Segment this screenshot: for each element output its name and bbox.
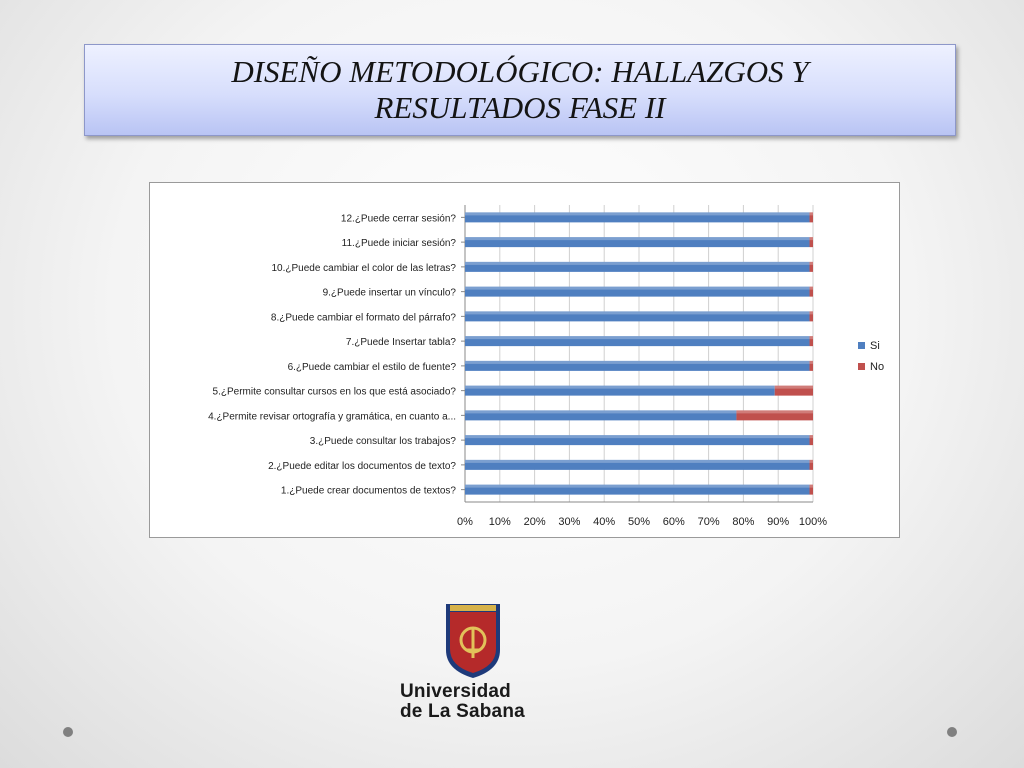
- bar-chart: [150, 183, 899, 537]
- bar-highlight: [810, 212, 813, 215]
- category-label: 3.¿Puede consultar los trabajos?: [309, 436, 456, 448]
- bar-highlight: [810, 485, 813, 488]
- university-logo: [390, 600, 560, 730]
- category-label: 7.¿Puede Insertar tabla?: [345, 337, 456, 349]
- bar-highlight: [810, 336, 813, 339]
- x-tick-label: 100%: [798, 516, 828, 528]
- bar-highlight: [810, 287, 813, 290]
- prev-slide-dot[interactable]: [63, 727, 73, 737]
- legend-swatch: [858, 363, 865, 370]
- bar-highlight: [810, 460, 813, 463]
- x-tick-label: 70%: [697, 516, 720, 528]
- x-tick-label: 0%: [457, 516, 473, 528]
- bar-highlight: [465, 212, 810, 215]
- category-label: 9.¿Puede insertar un vínculo?: [322, 287, 456, 299]
- x-tick-label: 80%: [732, 516, 755, 528]
- bar-highlight: [465, 361, 810, 364]
- bar-highlight: [775, 386, 813, 389]
- bar-highlight: [465, 287, 810, 290]
- bar-highlight: [810, 237, 813, 240]
- legend-label: No: [870, 361, 885, 373]
- x-tick-label: 10%: [488, 516, 511, 528]
- logo-line-1: Universidad: [400, 681, 511, 702]
- category-label: 4.¿Permite revisar ortografía y gramática, en cuanto a...: [208, 411, 456, 423]
- bar-highlight: [810, 435, 813, 438]
- bar-highlight: [465, 435, 810, 438]
- x-tick-label: 90%: [767, 516, 790, 528]
- x-tick-label: 50%: [627, 516, 651, 528]
- slide-title: DISEÑO METODOLÓGICO: HALLAZGOS Y RESULTADOS FASE II: [231, 54, 809, 125]
- bar-highlight: [465, 485, 810, 488]
- x-tick-label: 20%: [523, 516, 546, 528]
- bar-highlight: [465, 237, 810, 240]
- bar-highlight: [465, 386, 775, 389]
- seal-icon: [390, 600, 560, 680]
- category-label: 11.¿Puede iniciar sesión?: [341, 238, 456, 250]
- bar-highlight: [736, 410, 813, 413]
- category-label: 10.¿Puede cambiar el color de las letras?: [271, 262, 456, 274]
- category-label: 6.¿Puede cambiar el estilo de fuente?: [287, 361, 456, 373]
- bar-highlight: [465, 311, 810, 314]
- logo-wordmark: [400, 682, 560, 722]
- legend-swatch: [858, 342, 865, 349]
- next-slide-dot[interactable]: [947, 727, 957, 737]
- category-label: 5.¿Permite consultar cursos en los que está asociado?: [212, 386, 456, 398]
- bar-highlight: [810, 311, 813, 314]
- bar-highlight: [810, 262, 813, 265]
- bar-highlight: [465, 410, 736, 413]
- bar-highlight: [465, 336, 810, 339]
- bar-highlight: [465, 262, 810, 265]
- x-tick-label: 60%: [662, 516, 685, 528]
- category-label: 12.¿Puede cerrar sesión?: [340, 213, 456, 225]
- x-tick-label: 30%: [558, 516, 581, 528]
- category-label: 1.¿Puede crear documentos de textos?: [280, 485, 456, 497]
- bar-highlight: [465, 460, 810, 463]
- chart-frame: [149, 182, 900, 538]
- logo-line-2: de La Sabana: [400, 701, 525, 722]
- category-label: 2.¿Puede editar los documentos de texto?: [268, 460, 456, 472]
- legend-label: Si: [870, 340, 880, 352]
- bar-highlight: [810, 361, 813, 364]
- title-box: [84, 44, 956, 136]
- category-label: 8.¿Puede cambiar el formato del párrafo?: [270, 312, 456, 324]
- x-tick-label: 40%: [593, 516, 616, 528]
